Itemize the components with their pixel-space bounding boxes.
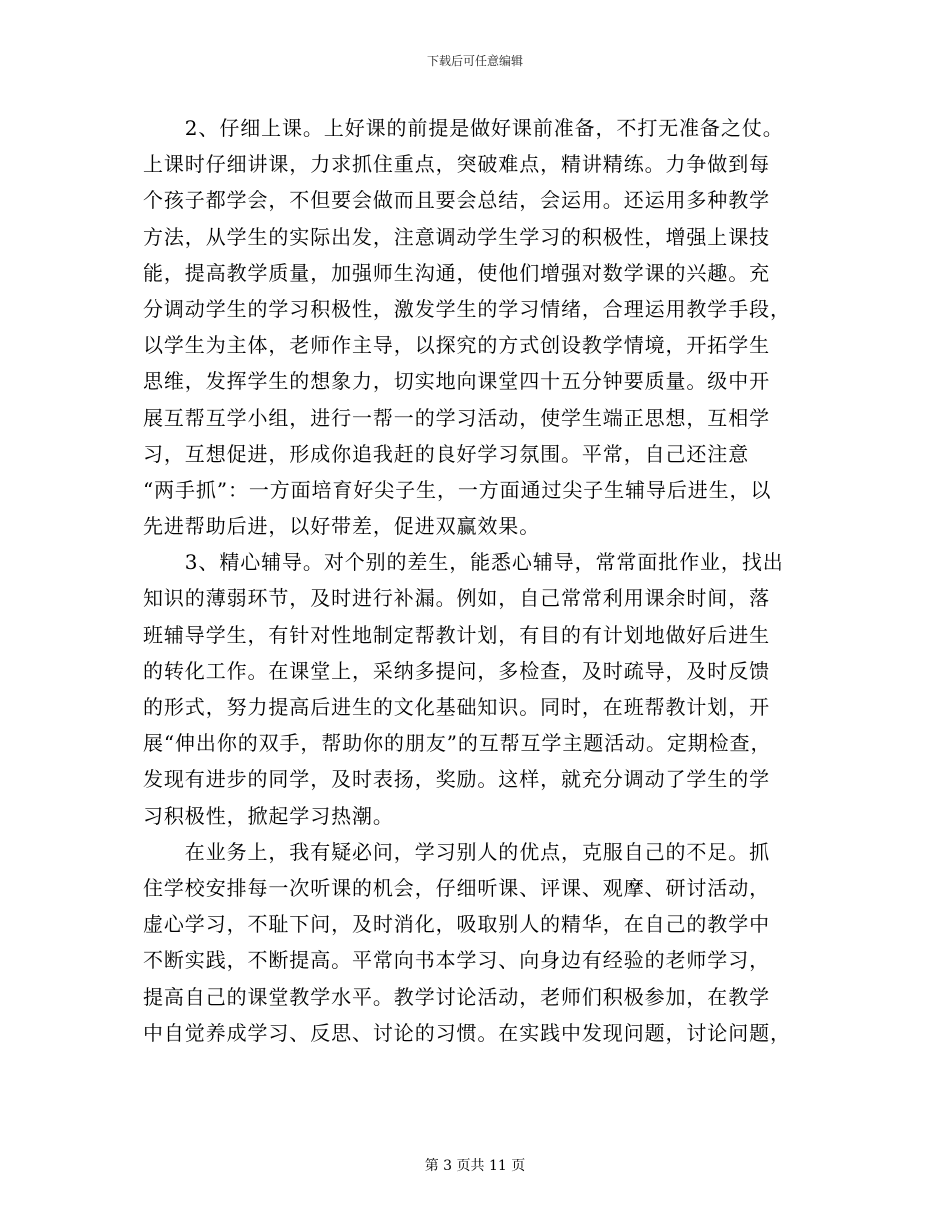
text-line: 2、仔细上课。上好课的前提是做好课前准备，不打无准备之仗。 [143, 116, 784, 140]
text-line: 分调动学生的学习积极性，激发学生的学习情绪，合理运用教学手段， [143, 296, 791, 321]
text-line: 思维，发挥学生的想象力，切实地向课堂四十五分钟要质量。级中开 [143, 369, 770, 394]
text-line: 上课时仔细讲课，力求抓住重点，突破难点，精讲精练。力争做到每 [143, 152, 770, 177]
text-line: 的转化工作。在课堂上，采纳多提问，多检查，及时疏导，及时反馈 [143, 658, 770, 683]
text-line: 住学校安排每一次听课的机会，仔细听课、评课、观摩、研讨活动， [143, 875, 770, 900]
text-line: 方法，从学生的实际出发，注意调动学生学习的积极性，增强上课技 [143, 224, 770, 249]
text-line: “两手抓”：一方面培育好尖子生，一方面通过尖子生辅导后进生，以 [143, 477, 772, 502]
text-line: 展互帮互学小组，进行一帮一的学习活动，使学生端正思想，互相学 [143, 405, 770, 430]
page-header: 下载后可任意编辑 [426, 54, 523, 68]
text-line: 习积极性，掀起学习热潮。 [143, 803, 394, 828]
text-line: 发现有进步的同学，及时表扬，奖励。这样，就充分调动了学生的学 [143, 767, 770, 792]
text-line: 能，提高教学质量，加强师生沟通，使他们增强对数学课的兴趣。充 [143, 260, 770, 285]
page-number-footer: 第 3 页共 11 页 [424, 1158, 526, 1174]
text-line: 的形式，努力提高后进生的文化基础知识。同时，在班帮教计划，开 [143, 695, 770, 719]
text-line: 先进帮助后进，以好带差，促进双赢效果。 [143, 514, 541, 539]
text-line: 中自觉养成学习、反思、讨论的习惯。在实践中发现问题，讨论问题， [143, 1020, 791, 1045]
text-line: 不断实践，不断提高。平常向书本学习、向身边有经验的老师学习， [143, 948, 770, 973]
text-line: 3、精心辅导。对个别的差生，能悉心辅导，常常面批作业，找出 [143, 550, 784, 575]
text-line: 习，互想促进，形成你追我赶的良好学习氛围。平常，自己还注意 [143, 441, 750, 466]
text-line: 虚心学习，不耻下问，及时消化，吸取别人的精华，在自己的教学中 [143, 912, 770, 937]
text-line: 以学生为主体，老师作主导，以探究的方式创设教学情境，开拓学生 [143, 333, 770, 358]
text-line: 知识的薄弱环节，及时进行补漏。例如，自己常常利用课余时间，落 [143, 586, 770, 611]
document-body [143, 110, 808, 1051]
text-line: 展“伸出你的双手，帮助你的朋友”的互帮互学主题活动。定期检查， [143, 731, 772, 756]
text-line: 个孩子都学会，不但要会做而且要会总结，会运用。还运用多种教学 [143, 188, 770, 213]
text-line: 在业务上，我有疑必问，学习别人的优点，克服自己的不足。抓 [143, 839, 770, 864]
text-line: 班辅导学生，有针对性地制定帮教计划，有目的有计划地做好后进生 [143, 622, 770, 647]
text-line: 提高自己的课堂教学水平。教学讨论活动，老师们积极参加，在教学 [143, 984, 770, 1009]
